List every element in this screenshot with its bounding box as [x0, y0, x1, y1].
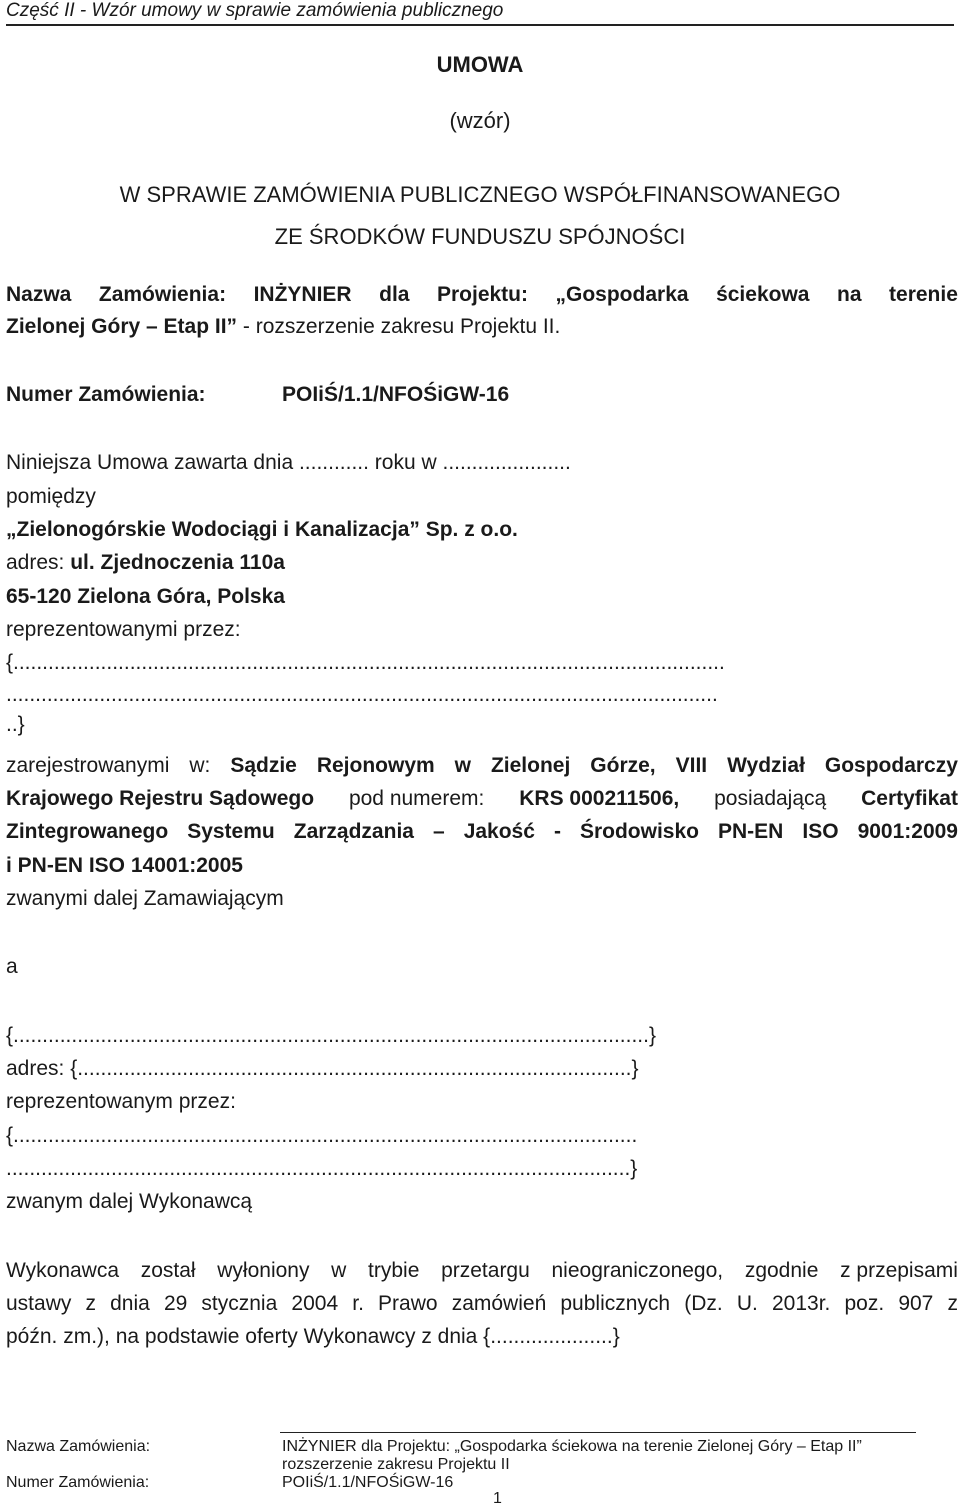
selection-word: zgodnie [744, 1259, 819, 1282]
title-line-2: ZE ŚRODKÓW FUNDUSZU SPÓJNOŚCI [274, 224, 686, 249]
order-name-word: Zamówienia: [98, 283, 227, 306]
order-name-word: Nazwa [6, 283, 72, 306]
order-name-word: „Gospodarka [555, 283, 689, 306]
selection-word: trybie [368, 1259, 420, 1282]
employer-address [6, 551, 285, 575]
selection-word: U. [736, 1292, 758, 1315]
register-court: Krajowego Rejestru Sądowego [6, 787, 315, 810]
selection-word: wyłoniony [217, 1259, 310, 1282]
register-word: w [454, 754, 471, 777]
selection-word: 29 [163, 1292, 188, 1315]
register-word: zarejestrowanymi [6, 754, 170, 777]
register-line-2 [6, 787, 958, 811]
register-word: 9001:2009 [857, 820, 958, 843]
selection-word: został [140, 1259, 196, 1282]
document-title: UMOWA [436, 52, 524, 77]
representative-placeholder-2: .......................................................................................................................... [6, 683, 718, 706]
selection-word: r. [352, 1292, 364, 1315]
register-word: Sądzie [230, 754, 297, 777]
register-line-4: i PN-EN ISO 14001:2005 [6, 854, 243, 877]
running-title: Część II - Wzór umowy w sprawie zamówienia publicznego [6, 0, 504, 21]
order-name-word: ściekowa [716, 283, 810, 306]
register-holding: posiadającą [714, 787, 827, 810]
register-word: w: [189, 754, 211, 777]
contractor-called: zwanym dalej Wykonawcą [6, 1190, 253, 1213]
document-subtitle: (wzór) [449, 108, 511, 133]
representative-placeholder-1: {.......................................................................................................................... [6, 651, 725, 674]
and-connector: a [6, 955, 18, 978]
selection-word: ustawy [6, 1292, 72, 1315]
between-label: pomiędzy [6, 485, 96, 508]
order-name-line-1 [6, 283, 958, 307]
selection-word: Wykonawca [6, 1259, 120, 1282]
order-number-value: POIiŚ/1.1/NFOŚiGW-16 [282, 383, 510, 406]
register-word: Zielonej [490, 754, 571, 777]
selection-word: Prawo [378, 1292, 438, 1315]
selection-word: przetargu [441, 1259, 530, 1282]
contractor-address: adres: {...............................................................................................} [6, 1057, 639, 1080]
order-name-word: terenie [889, 283, 958, 306]
footer-number-label: Numer Zamówienia: [6, 1474, 150, 1491]
selection-word: zamówień [451, 1292, 547, 1315]
contractor-rep-placeholder-1: {........................................................................................................... [6, 1124, 638, 1147]
register-word: Rejonowym [316, 754, 435, 777]
register-line-3 [6, 820, 958, 844]
employer-called: zwanymi dalej Zamawiającym [6, 887, 284, 910]
selection-word: z przepisami [840, 1259, 958, 1282]
order-name-rest: - rozszerzenie zakresu Projektu II. [237, 315, 561, 338]
register-word: VIII [675, 754, 708, 777]
selection-word: z [85, 1292, 96, 1315]
register-word: Zintegrowanego [6, 820, 169, 843]
register-word: ISO [802, 820, 839, 843]
contract-intro: Niniejsza Umowa zawarta dnia ............ roku w ...................... [6, 451, 571, 474]
page-number: 1 [493, 1490, 502, 1507]
selection-word: stycznia [201, 1292, 278, 1315]
footer-name-label: Nazwa Zamówienia: [6, 1438, 151, 1455]
contractor-rep-label: reprezentowanym przez: [6, 1090, 236, 1113]
address-value: ul. Zjednoczenia 110a [70, 551, 285, 574]
represented-by-label: reprezentowanymi przez: [6, 618, 241, 641]
order-name-bold: Zielonej Góry – Etap II” [6, 315, 238, 338]
selection-word: w [331, 1259, 347, 1282]
selection-word: 907 [898, 1292, 934, 1315]
selection-line-1 [6, 1259, 958, 1283]
register-word: PN-EN [718, 820, 784, 843]
register-word: Górze, [590, 754, 656, 777]
running-header [6, 0, 954, 26]
register-line-1 [6, 754, 958, 778]
employer-city: 65-120 Zielona Góra, Polska [6, 585, 285, 608]
contractor-placeholder: {.............................................................................................................} [6, 1024, 656, 1047]
employer-name: „Zielonogórskie Wodociągi i Kanalizacja” Sp. z o.o. [6, 518, 518, 541]
register-certificate: Certyfikat [861, 787, 958, 810]
order-name-word: Projektu: [436, 283, 528, 306]
selection-word: 2004 [291, 1292, 339, 1315]
register-number-label: pod numerem: [348, 787, 485, 810]
selection-word: nieograniczonego, [551, 1259, 724, 1282]
register-word: Zarządzania [293, 820, 414, 843]
contractor-rep-placeholder-2: ...........................................................................................................} [6, 1157, 638, 1180]
order-number-label: Numer Zamówienia: [6, 383, 206, 406]
order-name-word: na [837, 283, 862, 306]
selection-line-3: późn. zm.), na podstawie oferty Wykonawcy z dnia {.....................} [6, 1325, 620, 1348]
order-name-word: INŻYNIER [253, 283, 352, 306]
order-name-line-2 [6, 315, 560, 339]
selection-word: publicznych [560, 1292, 671, 1315]
register-word: Wydział [727, 754, 805, 777]
register-word: Systemu [187, 820, 275, 843]
register-word: Środowisko [579, 820, 699, 843]
address-label: adres: [6, 551, 71, 574]
selection-word: (Dz. [684, 1292, 723, 1315]
selection-word: 2013r. [771, 1292, 831, 1315]
footer-name-value-1: INŻYNIER dla Projektu: „Gospodarka ściekowa na terenie Zielonej Góry – Etap II” [282, 1438, 862, 1455]
footer-number-value: POIiŚ/1.1/NFOŚiGW-16 [282, 1474, 454, 1491]
selection-word: z [947, 1292, 958, 1315]
footer-name-value-2: rozszerzenie zakresu Projektu II [282, 1456, 510, 1473]
register-word: Gospodarczy [824, 754, 958, 777]
selection-word: poz. [844, 1292, 885, 1315]
order-name-word: dla [379, 283, 410, 306]
register-word: - [553, 820, 561, 843]
footer-rule [280, 1432, 916, 1433]
selection-word: dnia [110, 1292, 150, 1315]
register-krs: KRS 000211506, [519, 787, 680, 810]
register-word: Jakość [463, 820, 535, 843]
title-line-1: W SPRAWIE ZAMÓWIENIA PUBLICZNEGO WSPÓŁFINANSOWANEGO [119, 182, 841, 207]
register-word: – [432, 820, 445, 843]
selection-line-2 [6, 1292, 958, 1316]
representative-placeholder-3: ..} [6, 713, 25, 736]
